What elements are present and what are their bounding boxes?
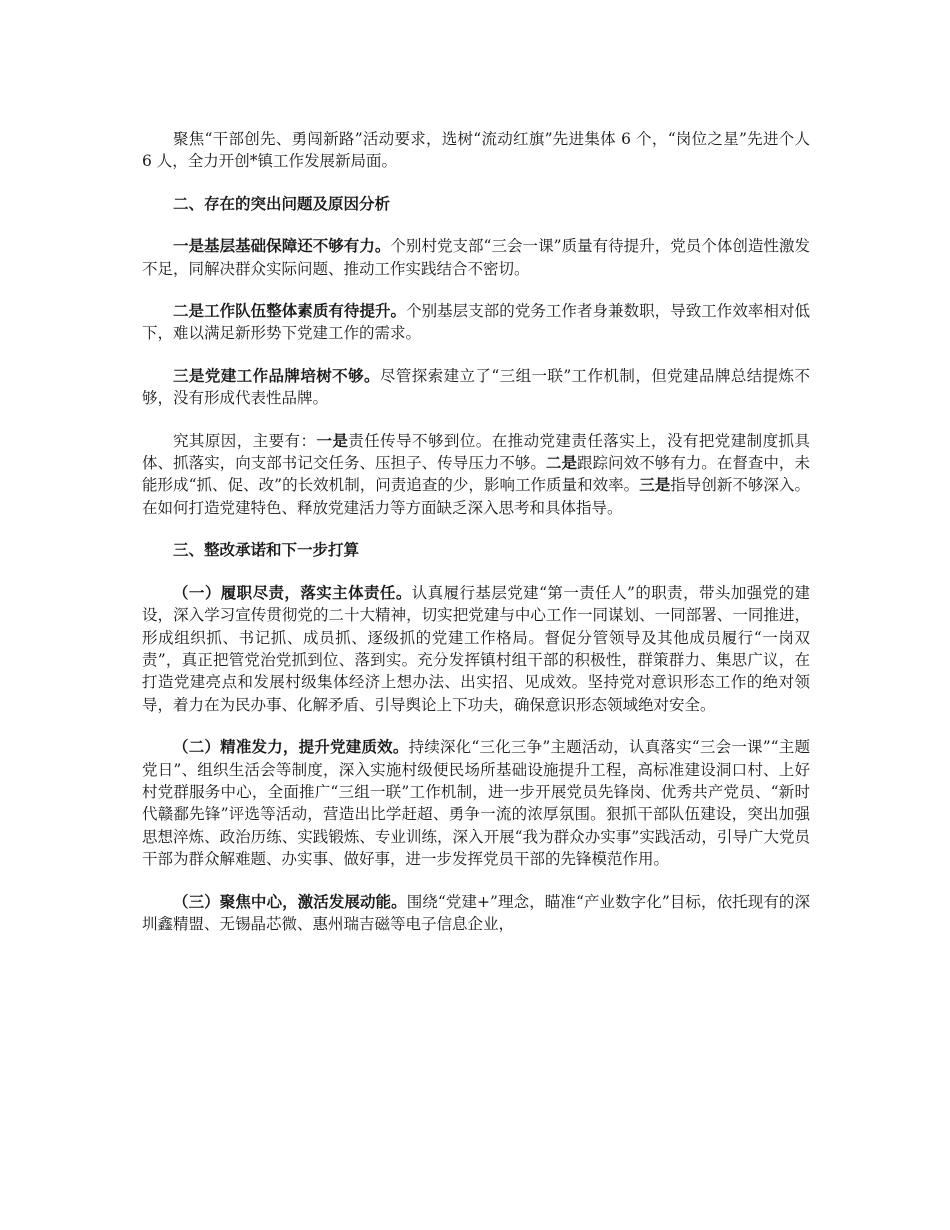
paragraph-lead: 二是工作队伍整体素质有待提升。	[173, 301, 407, 321]
paragraph-lead: （一）履职尽责，落实主体责任。	[173, 582, 412, 602]
section-heading-3: 三、整改承诺和下一步打算	[173, 540, 360, 560]
paragraph-lead: （三）聚焦中心，激活发展动能。	[173, 891, 407, 911]
paragraph-intro: 聚焦“干部创先、勇闯新路”活动要求，选树“流动红旗”先进集体 6 个，“岗位之星”先进个人 6 人，全力开创*镇工作发展新局面。	[142, 130, 810, 171]
paragraph-lead: （二）精准发力，提升党建质效。	[173, 737, 409, 757]
paragraph-causes: 究其原因，主要有：一是责任传导不够到位。在推动党建责任落实上，没有把党建制度抓具体、抓落实，向支部书记交任务、压担子、传导压力不够。二是跟踪问效不够有力。在督查中，未能形成“抓、促、改”的长效机制，问责追查的少，影响工作质量和效率。三是指导创新不够深入。在如何打造党建特色、释放党建活力等方面缺乏深入思考和具体指导。	[142, 430, 810, 517]
paragraph-plan-3: （三）聚焦中心，激活发展动能。围绕“党建+”理念，瞄准“产业数字化”目标，依托现有的深圳鑫精盟、无锡晶芯微、惠州瑞吉磁等电子信息企业，	[142, 891, 810, 933]
paragraph-lead: 三是党建工作品牌培树不够。	[173, 365, 380, 385]
paragraph-plan-1: （一）履职尽责，落实主体责任。认真履行基层党建“第一责任人”的职责，带头加强党的建设，深入学习宣传贯彻党的二十大精神，切实把党建与中心工作一同谋划、一同部署、一同推进，形成组织抓、书记抓、成员抓、逐级抓的党建工作格局。督促分管领导及其他成员履行“一岗双责”，真正把管党治党抓到位、落到实。充分发挥镇村组干部的积极性，群策群力、集思广议，在打造党建亮点和发展村级集体经济上想办法、出实招、见成效。坚持党对意识形态工作的绝对领导，着力在为民办事、化解矛盾、引导舆论上下功夫，确保意识形态领域绝对安全。	[142, 582, 810, 714]
paragraph-plan-2: （二）精准发力，提升党建质效。持续深化“三化三争”主题活动，认真落实“三会一课”“主题党日”、组织生活会等制度，深入实施村级便民场所基础设施提升工程，高标准建设洞口村、上好村党群服务中心，全面推广“三组一联”工作机制，进一步开展党员先锋岗、优秀共产党员、“新时代赣鄱先锋”评选等活动，营造出比学赶超、勇争一流的浓厚氛围。狠抓干部队伍建设，突出加强思想淬炼、政治历练、实践锻炼、专业训练，深入开展“我为群众办实事”实践活动，引导广大党员干部为群众解难题、办实事、做好事，进一步发挥党员干部的先锋模范作用。	[142, 737, 810, 869]
paragraph-problem-2: 二是工作队伍整体素质有待提升。个别基层支部的党务工作者身兼数职，导致工作效率相对低下，难以满足新形势下党建工作的需求。	[142, 301, 810, 343]
paragraph-problem-3: 三是党建工作品牌培树不够。尽管探索建立了“三组一联”工作机制，但党建品牌总结提炼不够，没有形成代表性品牌。	[142, 365, 810, 408]
paragraph-problem-1: 一是基层基础保障还不够有力。个别村党支部“三会一课”质量有待提升，党员个体创造性激发不足，同解决群众实际问题、推动工作实践结合不密切。	[142, 236, 810, 278]
paragraph-lead: 一是基层基础保障还不够有力。	[173, 236, 391, 256]
section-heading-2: 二、存在的突出问题及原因分析	[173, 193, 391, 213]
